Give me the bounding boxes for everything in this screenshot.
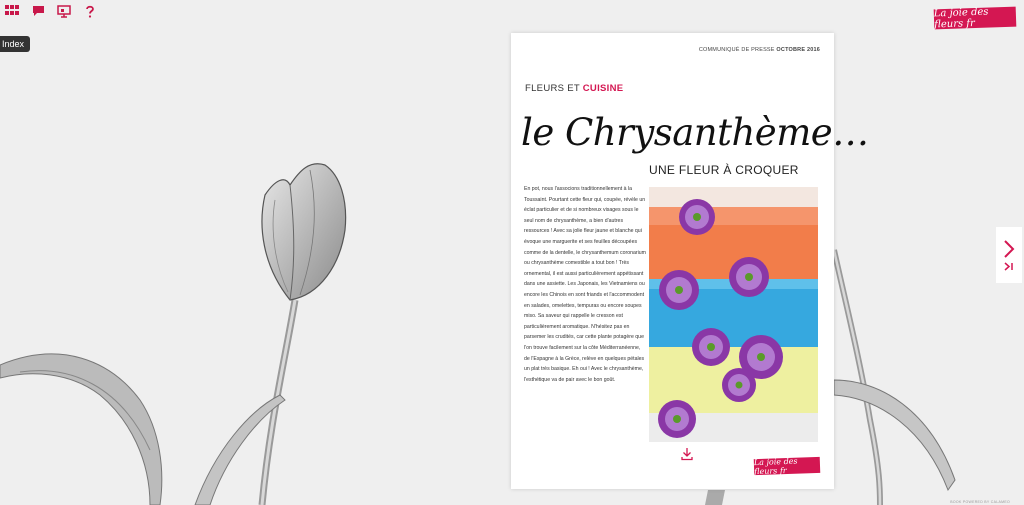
rubric-plain: FLEURS ET [525,83,580,94]
press-header [699,47,820,53]
rubric-accent: CUISINE [582,83,624,94]
grid-icon[interactable] [4,3,20,19]
press-label: COMMUNIQUÉ DE PRESSE [698,47,775,53]
footer-logo: La joie des fleurs fr [754,457,821,475]
comment-icon[interactable] [30,3,46,19]
page-navigation [996,227,1022,283]
presentation-icon[interactable] [56,3,72,19]
article-subtitle: UNE FLEUR À CROQUER [649,163,799,177]
toolbar [4,3,98,19]
powered-by-credit: BOOK POWERED BY CALAMEO [950,500,1010,504]
last-page-icon[interactable] [1004,262,1014,271]
index-tooltip: Index [0,36,30,52]
press-date: OCTOBRE 2016 [776,47,820,53]
rubric [525,83,623,94]
article-title: le Chrysanthème… [521,111,869,154]
chrysanthemum-photo [649,187,818,442]
help-icon[interactable] [82,3,98,19]
magazine-page [511,33,869,489]
brand-logo[interactable]: La joie des fleurs fr [934,7,1017,30]
download-icon[interactable] [681,447,693,461]
chevron-right-icon[interactable] [1003,239,1015,259]
article-body: En pot, nous l'associons traditionnellement à la Toussaint. Pourtant cette fleur qui, coupée, révèle un éclat particulier et de si nombreux visages sous le seul nom de chrysanthème, a bien d'autres ressources ! Avec sa jolie fleur jaune et blanche qui évoque une marguerite et ses feuilles découpées comme de la dentelle, le chrysanthemum coronarium ou chrysanthème comestible a tout bon ! Très ornemental, il est aussi particulièrement appétissant dans une assiette. Les Japonais, les Vietnamiens ou encore les Chinois en sont friands et l'accommodent en salades, omelettes, tempuras ou encore soupes miso. Sa saveur qui rappelle le cresson est particulièrement aromatique. N'hésitez pas en parsemer les crudités, car cette plante potagère que l'on trouve facilement sur la côte Méditerranéenne, de l'Espagne à la Grèce, relève en quelques pétales un plat très basique. Eh oui ! Avec le chrysanthème, l'esthétique va de pair avec le bon goût. [524,186,646,383]
